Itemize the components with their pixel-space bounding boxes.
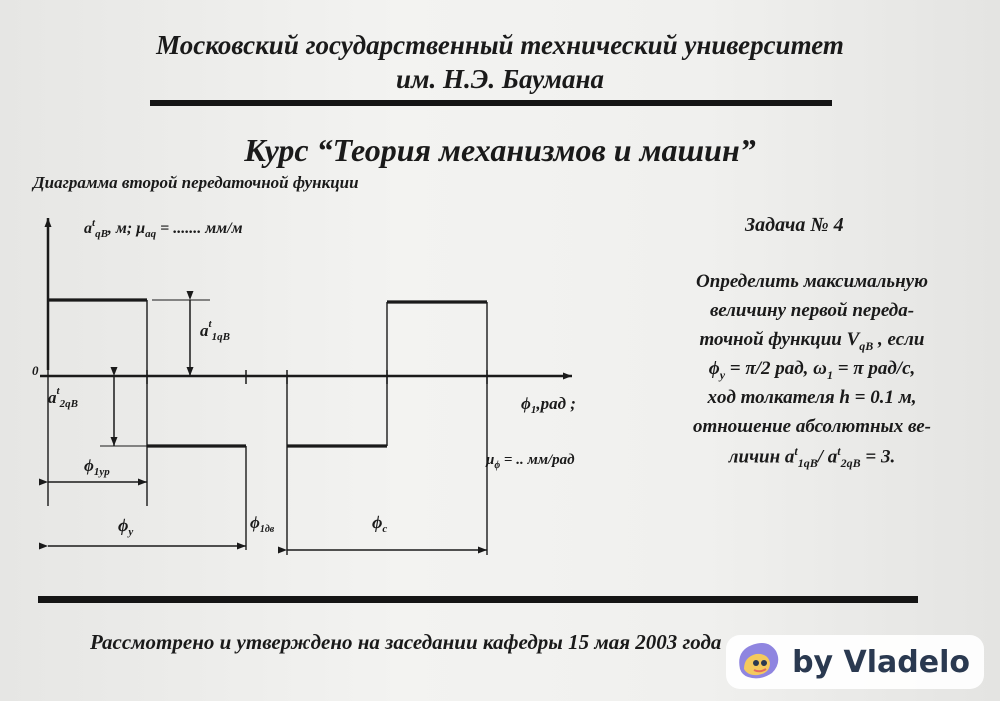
task-line-3: точной функции $V_{qB}$ , если — [699, 328, 925, 353]
task-number: Задача № 4 — [745, 214, 844, 236]
task-line-2: величину первой переда- — [709, 299, 915, 321]
task-line-5: хoд толкателя h = 0.1 м, — [707, 386, 917, 408]
footer-approval-text: Рассмотрено и утверждено на заседании кафедры 15 мая 2003 года — [90, 630, 722, 654]
diagram-caption: Диаграмма второй передаточной функции — [33, 173, 359, 192]
a2-label: $a^t_{2qB}$ — [48, 385, 78, 410]
university-name-line1: Московский государственный технический университет — [156, 30, 844, 60]
phi-1yp-label: $\phi_{1yp}$ — [84, 456, 110, 478]
task-line-1: Определить максимальную — [696, 271, 928, 292]
watermark-text: by Vladelo — [792, 644, 970, 680]
x-axis-label: $\phi_1,рад$ ; — [521, 394, 576, 416]
scale-label: $\mu_\phi$ = .. мм/рад — [486, 452, 575, 471]
university-name-line2: им. Н.Э. Баумана — [396, 64, 604, 94]
task-statement — [632, 268, 992, 472]
task-line-7: личин $a^t_{1qB}/$ $a^t_{2qB} = 3$. — [728, 443, 896, 470]
phi-y-label: $\phi_y$ — [118, 515, 134, 538]
course-title: Курс “Теория механизмов и машин” — [244, 132, 756, 168]
vladelo-logo-icon — [734, 639, 782, 686]
footer-divider — [38, 596, 918, 603]
origin-label: 0 — [32, 363, 39, 378]
a1-label: $a^t_{1qB}$ — [200, 318, 230, 343]
watermark-badge — [726, 635, 984, 689]
task-line-4: $\phi_y = \pi/2$ рад, $\omega_1 = \pi$ рад/с, — [708, 357, 916, 382]
y-axis-label: $a^t_{qB}$, м; $\mu_{aq}$ = ....... мм/м — [84, 217, 243, 240]
phi-1dv-label: $\phi_{1дв}$ — [250, 513, 275, 535]
task-line-6: отношение абсолютных ве- — [692, 415, 931, 437]
phi-c-label: $\phi_c$ — [372, 512, 388, 535]
